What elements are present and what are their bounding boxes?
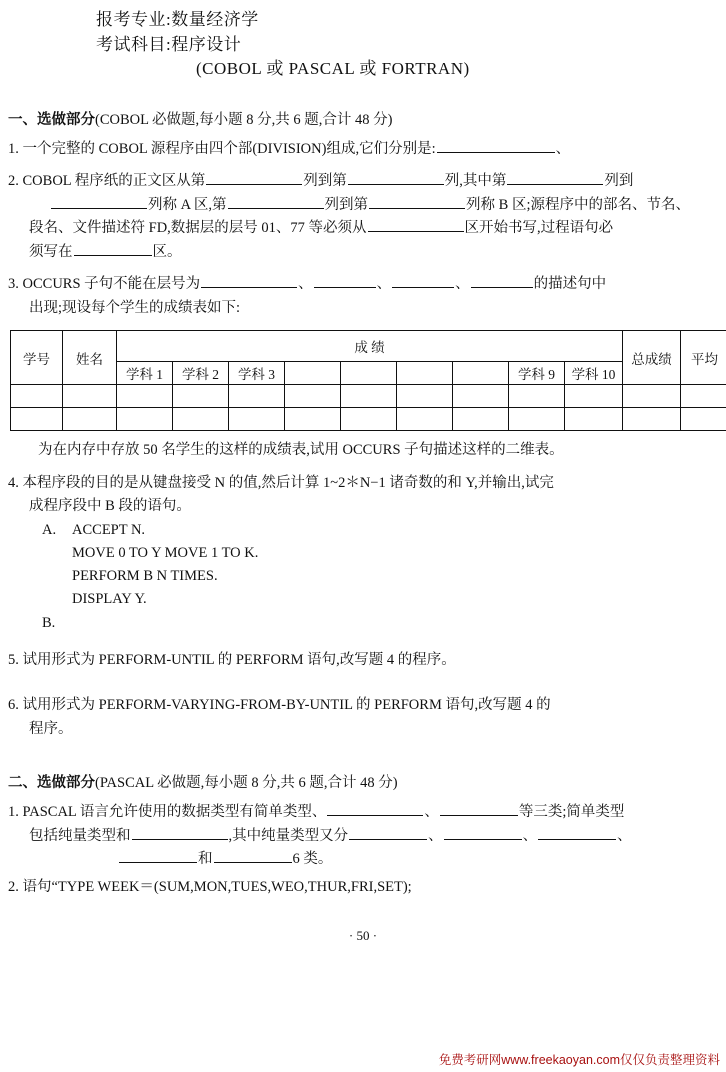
th-id: 学号 [11, 331, 63, 385]
code-line: DISPLAY Y. [72, 588, 718, 611]
section-two-body [8, 801, 718, 899]
q1-3-l1b: 的描述句中 [534, 276, 607, 292]
table-cell [229, 385, 285, 408]
q1-2-l1b: 列到第 [303, 173, 347, 189]
table-cell [681, 385, 726, 408]
fill-blank[interactable] [206, 171, 302, 186]
q1-3-line-2: 出现;现设每个学生的成绩表如下: [29, 297, 718, 320]
fill-blank[interactable] [327, 801, 423, 816]
fill-blank[interactable] [368, 218, 464, 233]
question-1-2 [8, 170, 718, 264]
code-line: PERFORM B N TIMES. [72, 565, 718, 588]
th-name: 姓名 [63, 331, 117, 385]
table-note: 为在内存中存放 50 名学生的这样的成绩表,试用 OCCURS 子句描述这样的二维表。 [8, 439, 718, 462]
section-two-title [8, 771, 726, 792]
fill-blank[interactable] [349, 825, 427, 840]
th-average: 平均 [681, 331, 726, 385]
section-one-title [8, 108, 726, 129]
table-cell [63, 385, 117, 408]
code-text: ACCEPT N. [72, 522, 145, 538]
table-cell [63, 408, 117, 431]
table-cell [117, 408, 173, 431]
q2-1-l2a: 包括纯量类型和 [29, 828, 131, 844]
fill-blank[interactable] [74, 241, 152, 256]
q2-1-l2b: ,其中纯量类型又分 [229, 828, 349, 844]
section-one-title-rest: (COBOL 必做题,每小题 8 分,共 6 题,合计 48 分) [95, 112, 393, 128]
fill-blank[interactable] [440, 801, 518, 816]
th-subject: 学科 1 [117, 362, 173, 385]
table-cell [285, 385, 341, 408]
th-subject [397, 362, 453, 385]
section-one-title-bold: 一、选做部分 [8, 112, 95, 128]
table-row [11, 385, 726, 408]
fill-blank[interactable] [119, 848, 197, 863]
table-row [11, 331, 726, 362]
table-cell [341, 385, 397, 408]
fill-blank[interactable] [444, 825, 522, 840]
q1-2-l3b: 区开始书写,过程语句必 [465, 220, 614, 236]
header-major: 报考专业:数量经济学 [96, 8, 726, 33]
q1-2-l1d: 列到 [604, 173, 633, 189]
fill-blank[interactable] [201, 274, 297, 289]
exam-paper-page [0, 8, 726, 1072]
fill-blank[interactable] [228, 194, 324, 209]
q1-2-l2b: 列到第 [325, 197, 369, 213]
q2-1-line-3 [29, 848, 718, 871]
question-1-4 [8, 472, 718, 519]
question-1-5: 5. 试用形式为 PERFORM-UNTIL 的 PERFORM 语句,改写题 4 的程序。 [8, 649, 718, 672]
table-row [11, 408, 726, 431]
th-subject: 学科 9 [509, 362, 565, 385]
question-2-1 [8, 801, 718, 871]
question-2-2: 2. 语句“TYPE WEEK＝(SUM,MON,TUES,WEO,THUR,FRI,SET); [8, 876, 718, 899]
q1-2-line-1 [29, 170, 718, 193]
fill-blank[interactable] [392, 274, 454, 289]
code-label: A. [42, 519, 72, 542]
header-subject: 考试科目:程序设计 [96, 33, 726, 58]
q1-2-l4b: 区。 [153, 244, 182, 260]
question-1-1 [8, 138, 718, 161]
q1-2-l1a: 2. COBOL 程序纸的正文区从第 [8, 173, 205, 189]
table-cell [453, 408, 509, 431]
table-cell [117, 385, 173, 408]
q1-6-line-1: 6. 试用形式为 PERFORM-VARYING-FROM-BY-UNTIL 的 PERFORM 语句,改写题 4 的 [29, 694, 718, 717]
question-1-3 [8, 273, 718, 320]
page-number: · 50 · [0, 928, 726, 944]
section-one-body [8, 138, 718, 320]
q1-4-line-2: 成程序段中 B 段的语句。 [29, 495, 718, 518]
fill-blank[interactable] [132, 825, 228, 840]
q1-4-code-block [42, 519, 718, 635]
q1-1-text: 1. 一个完整的 COBOL 源程序由四个部(DIVISION)组成,它们分别是: [8, 141, 436, 157]
q2-1-l3b: 6 类。 [293, 851, 333, 867]
q1-1-sep: 、 [556, 141, 571, 157]
q1-6-line-2: 程序。 [29, 718, 718, 741]
th-total: 总成绩 [623, 331, 681, 385]
fill-blank[interactable] [538, 825, 616, 840]
th-subject [453, 362, 509, 385]
table-cell [341, 408, 397, 431]
th-subject [341, 362, 397, 385]
q2-1-l3a: 和 [198, 851, 213, 867]
table-cell [681, 408, 726, 431]
q1-2-line-4 [29, 241, 718, 264]
table-cell [397, 385, 453, 408]
table-cell [229, 408, 285, 431]
table-cell [623, 385, 681, 408]
question-1-6 [8, 694, 718, 741]
q2-1-line-1: 1. PASCAL 语言允许使用的数据类型有简单类型、 、 等三类;简单类型 [29, 801, 718, 824]
fill-blank[interactable] [51, 194, 147, 209]
table-cell [623, 408, 681, 431]
q2-1-l1a: 1. PASCAL 语言允许使用的数据类型有简单类型、 [8, 804, 326, 820]
fill-blank[interactable] [214, 848, 292, 863]
table-cell [565, 385, 623, 408]
table-cell [509, 408, 565, 431]
th-subject: 学科 3 [229, 362, 285, 385]
table-cell [173, 408, 229, 431]
code-label: B. [42, 612, 72, 635]
table-cell [11, 408, 63, 431]
q1-2-l2c: 列称 B 区;源程序中的部名、节名、 [466, 197, 690, 213]
q1-2-line-2 [29, 194, 718, 217]
th-grades: 成 绩 [117, 331, 623, 362]
paper-header [96, 8, 726, 82]
table-cell [453, 385, 509, 408]
q2-1-l1b: 等三类;简单类型 [519, 804, 625, 820]
q1-4-line-1: 4. 本程序段的目的是从键盘接受 N 的值,然后计算 1~2＊N−1 诸奇数的和 Y,并输出,试完 [29, 472, 718, 495]
section-two-title-bold: 二、选做部分 [8, 775, 95, 791]
fill-blank[interactable] [314, 274, 376, 289]
q1-2-l4a: 须写在 [29, 244, 73, 260]
fill-blank[interactable] [348, 171, 444, 186]
table-cell [509, 385, 565, 408]
th-subject: 学科 2 [173, 362, 229, 385]
code-line [42, 612, 718, 635]
table-row [11, 362, 726, 385]
q1-2-l2a: 列称 A 区,第 [148, 197, 227, 213]
section-one-body-cont [8, 439, 718, 741]
watermark: 免费考研网www.freekaoyan.com仅仅负责整理资料 [439, 1050, 720, 1068]
q1-2-l3a: 段名、文件描述符 FD,数据层的层号 01、77 等必须从 [29, 220, 367, 236]
table-cell [565, 408, 623, 431]
fill-blank[interactable] [507, 171, 603, 186]
table-cell [11, 385, 63, 408]
code-line: MOVE 0 TO Y MOVE 1 TO K. [72, 542, 718, 565]
grades-table [10, 330, 726, 431]
table-cell [397, 408, 453, 431]
fill-blank[interactable] [471, 274, 533, 289]
header-language-options: (COBOL 或 PASCAL 或 FORTRAN) [196, 57, 726, 82]
table-cell [285, 408, 341, 431]
th-subject [285, 362, 341, 385]
q1-2-l1c: 列,其中第 [445, 173, 507, 189]
q1-3-l1a: 3. OCCURS 子句不能在层号为 [8, 276, 200, 292]
q1-3-line-1: 3. OCCURS 子句不能在层号为 、 、 、 的描述句中 [29, 273, 718, 296]
fill-blank[interactable] [437, 138, 555, 153]
code-line [42, 519, 718, 542]
section-two-title-rest: (PASCAL 必做题,每小题 8 分,共 6 题,合计 48 分) [95, 775, 398, 791]
th-subject: 学科 10 [565, 362, 623, 385]
q1-2-line-3 [29, 217, 718, 240]
table-cell [173, 385, 229, 408]
fill-blank[interactable] [369, 194, 465, 209]
q2-1-line-2: 包括纯量类型和 ,其中纯量类型又分 、 、 、 [29, 825, 718, 848]
